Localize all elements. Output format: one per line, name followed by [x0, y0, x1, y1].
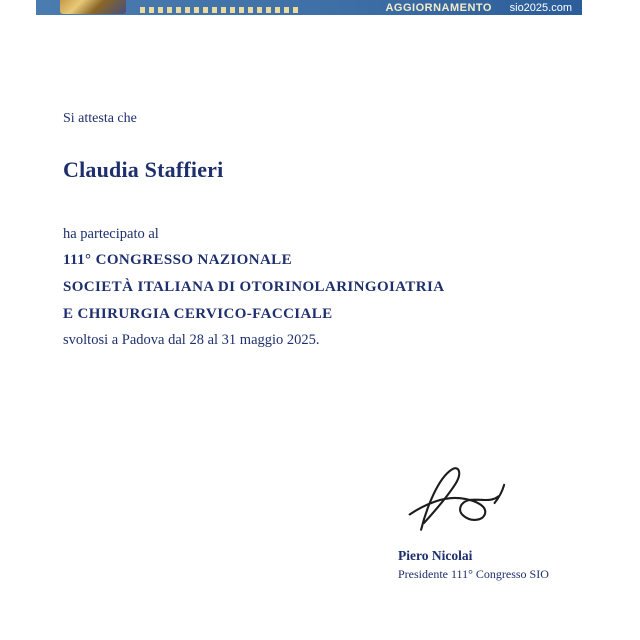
congress-title-line3: E CHIRURGIA CERVICO-FACCIALE — [63, 306, 333, 322]
signer-name: Piero Nicolai — [398, 548, 473, 563]
banner-website-label: sio2025.com — [509, 2, 572, 14]
signature-image — [402, 462, 507, 544]
congress-title-line2: SOCIETÀ ITALIANA DI OTORINOLARINGOIATRIA — [63, 279, 445, 295]
signature-block — [398, 462, 583, 582]
event-location-date-text: svoltosi a Padova dal 28 al 31 maggio 2025. — [63, 332, 320, 348]
participation-text: ha partecipato al — [63, 226, 159, 242]
header-banner — [36, 0, 582, 15]
congress-logo — [60, 0, 126, 14]
attestation-intro-text: Si attesta che — [63, 111, 137, 126]
attendee-name: Claudia Staffieri — [63, 157, 224, 182]
banner-aggiornamento-label: AGGIORNAMENTO — [385, 2, 492, 14]
banner-clipped-text-fragment — [140, 7, 300, 13]
congress-title-line1: 111° CONGRESSO NAZIONALE — [63, 252, 292, 268]
signer-title: Presidente 111° Congresso SIO — [398, 567, 549, 581]
